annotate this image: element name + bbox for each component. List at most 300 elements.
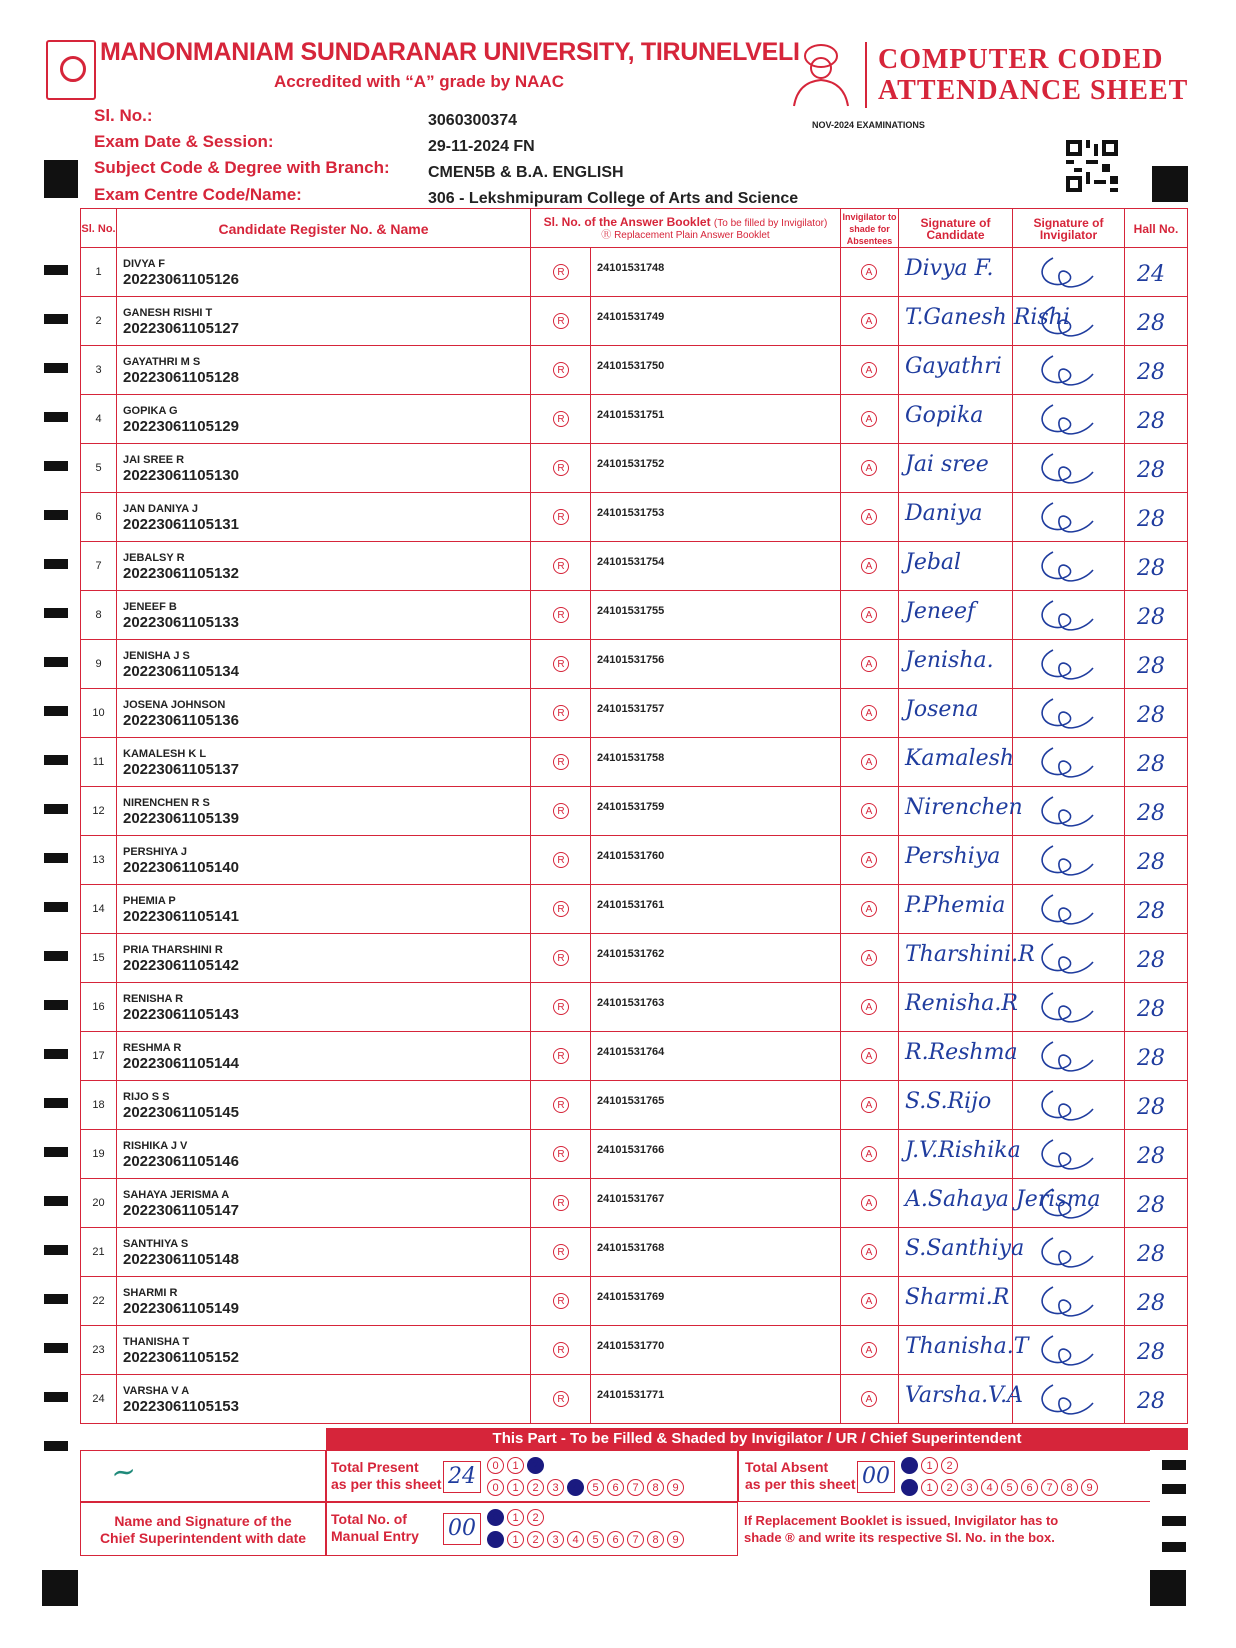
invigilator-signature-cell [1013,836,1125,884]
manual-value-box[interactable]: 00 [443,1513,481,1545]
candidate-signature: Jai sree [905,452,989,477]
timing-mark [44,1441,68,1451]
digit-bubble[interactable]: 7 [1041,1479,1058,1496]
col-sl: Sl. No. [81,209,117,249]
replacement-bubble[interactable]: R [553,1097,569,1113]
digit-bubble[interactable]: 0 [487,1531,504,1548]
replacement-bubble[interactable]: R [553,950,569,966]
absentee-bubble[interactable]: A [861,1146,877,1162]
hall-cell [1125,1032,1187,1080]
replacement-cell [531,1277,591,1325]
register-no: 20223061105134 [123,663,239,680]
timing-mark [44,1343,68,1353]
absentee-bubble[interactable]: A [861,803,877,819]
replacement-cell [531,836,591,884]
candidate-signature: S.Santhiya [905,1236,1025,1261]
digit-bubble[interactable]: 6 [607,1531,624,1548]
absentee-bubble[interactable]: A [861,1097,877,1113]
table-row [80,444,1188,493]
candidate-name: RESHMA R [123,1042,182,1054]
invigilator-signature-cell [1013,689,1125,737]
absentee-bubble[interactable]: A [861,313,877,329]
absentee-bubble[interactable]: A [861,460,877,476]
invigilator-signature [1013,1130,1125,1178]
invigilator-signature [1013,297,1125,345]
absentee-cell [841,1032,899,1080]
absentee-cell [841,983,899,1031]
hall-no: 28 [1137,1291,1165,1316]
hall-no: 28 [1137,654,1165,679]
booklet-cell [591,1179,841,1227]
booklet-no: 24101531771 [597,1389,665,1401]
candidate-cell [117,346,531,394]
row-sl: 5 [81,444,117,492]
row-sl: 24 [81,1375,117,1423]
replacement-cell [531,983,591,1031]
digit-bubble[interactable]: 0 [901,1479,918,1496]
digit-bubble[interactable]: 7 [627,1531,644,1548]
booklet-cell [591,983,841,1031]
table-row [80,934,1188,983]
absentee-cell [841,248,899,296]
booklet-cell [591,1032,841,1080]
invigilator-signature [1013,1277,1125,1325]
exam-date-value: 29-11-2024 FN [428,138,535,155]
booklet-cell [591,346,841,394]
replacement-bubble[interactable]: R [553,901,569,917]
candidate-name: VARSHA V A [123,1385,190,1397]
table-row [80,836,1188,885]
booklet-cell [591,1277,841,1325]
candidate-name: RIJO S S [123,1091,170,1103]
replacement-cell [531,640,591,688]
timing-mark [44,1000,68,1010]
corner-mark [44,160,78,198]
corner-mark [1150,1570,1186,1606]
absentee-bubble[interactable]: A [861,754,877,770]
digit-bubble[interactable]: 0 [901,1457,918,1474]
absentee-bubble[interactable]: A [861,852,877,868]
timing-mark [44,461,68,471]
replacement-cell [531,591,591,639]
present-units-bubbles[interactable] [487,1479,684,1496]
absentee-bubble[interactable]: A [861,901,877,917]
candidate-signature-cell [899,1277,1013,1325]
candidate-name: GAYATHRI M S [123,356,201,368]
absentee-cell [841,738,899,786]
absentee-bubble[interactable]: A [861,950,877,966]
absentee-bubble[interactable]: A [861,607,877,623]
booklet-no: 24101531761 [597,899,665,911]
candidate-name: SANTHIYA S [123,1238,189,1250]
candidate-cell [117,934,531,982]
invigilator-signature [1013,395,1125,443]
replacement-bubble[interactable]: R [553,313,569,329]
replacement-bubble[interactable]: R [553,656,569,672]
booklet-cell [591,934,841,982]
replacement-bubble[interactable]: R [553,411,569,427]
candidate-signature: Josena [905,697,979,722]
digit-bubble[interactable]: 6 [1021,1479,1038,1496]
absent-units-bubbles[interactable] [901,1479,1098,1496]
digit-bubble[interactable]: 3 [547,1479,564,1496]
replacement-bubble[interactable]: R [553,1146,569,1162]
absentee-cell [841,1228,899,1276]
timing-mark [44,412,68,422]
candidate-cell [117,885,531,933]
invigilator-signature-cell [1013,1375,1125,1423]
candidate-signature: Pershiya [905,844,1001,869]
absentee-cell [841,1326,899,1374]
absentee-cell [841,346,899,394]
candidate-name: JENISHA J S [123,650,190,662]
replacement-bubble[interactable]: R [553,705,569,721]
digit-bubble[interactable]: 9 [667,1531,684,1548]
replacement-bubble[interactable]: R [553,1293,569,1309]
timing-mark [44,1392,68,1402]
booklet-no: 24101531751 [597,409,665,421]
replacement-bubble[interactable]: R [553,999,569,1015]
invigilator-signature [1013,1179,1125,1227]
hall-no: 28 [1137,703,1165,728]
replacement-bubble[interactable]: R [553,460,569,476]
replacement-bubble[interactable]: R [553,754,569,770]
hall-no: 28 [1137,1193,1165,1218]
digit-bubble[interactable]: 1 [507,1479,524,1496]
candidate-cell [117,1081,531,1129]
digit-bubble[interactable]: 1 [921,1457,938,1474]
digit-bubble[interactable]: 5 [587,1531,604,1548]
digit-bubble[interactable]: 9 [667,1479,684,1496]
total-present-box [326,1450,738,1502]
hall-cell [1125,248,1187,296]
absentee-bubble[interactable]: A [861,999,877,1015]
replacement-bubble[interactable]: R [553,509,569,525]
candidate-name: PHEMIA P [123,895,176,907]
replacement-cell [531,1130,591,1178]
absentee-bubble[interactable]: A [861,1048,877,1064]
booklet-cell [591,1326,841,1374]
register-no: 20223061105152 [123,1349,239,1366]
absentee-bubble[interactable]: A [861,509,877,525]
digit-bubble[interactable]: 2 [527,1479,544,1496]
table-row [80,787,1188,836]
row-sl: 12 [81,787,117,835]
absentee-cell [841,395,899,443]
col-booklet: Sl. No. of the Answer Booklet (To be filled by Invigilator) Ⓡ Replacement Plain Answer Booklet [531,209,841,249]
timing-mark [44,1147,68,1157]
row-sl: 13 [81,836,117,884]
hall-no: 28 [1137,1242,1165,1267]
replacement-bubble[interactable]: R [553,1244,569,1260]
absentee-cell [841,493,899,541]
digit-bubble[interactable]: 1 [507,1457,524,1474]
replacement-cell [531,1032,591,1080]
digit-bubble[interactable]: 1 [507,1531,524,1548]
candidate-cell [117,689,531,737]
digit-bubble[interactable]: 6 [607,1479,624,1496]
invigilator-signature [1013,689,1125,737]
col-sig-invigilator: Signature of Invigilator [1013,209,1125,249]
replacement-cell [531,493,591,541]
register-no: 20223061105143 [123,1006,239,1023]
digit-bubble[interactable]: 2 [527,1531,544,1548]
invigilator-signature [1013,640,1125,688]
candidate-signature: Gayathri [905,354,1002,379]
replacement-cell [531,395,591,443]
register-no: 20223061105149 [123,1300,239,1317]
candidate-cell [117,542,531,590]
absent-tens-bubbles[interactable] [901,1457,958,1474]
digit-bubble[interactable]: 2 [941,1457,958,1474]
invigilator-signature [1013,1081,1125,1129]
candidate-name: THANISHA T [123,1336,190,1348]
sl-no-label: Sl. No.: [94,106,153,125]
invigilator-signature-cell [1013,640,1125,688]
candidate-signature: Jeneef [905,599,976,624]
digit-bubble[interactable]: 2 [527,1509,544,1526]
digit-bubble[interactable]: 5 [1001,1479,1018,1496]
timing-mark [44,510,68,520]
replacement-bubble[interactable]: R [553,362,569,378]
qr-code-icon [1066,140,1118,192]
hall-cell [1125,787,1187,835]
candidate-signature: J.V.Rishika [905,1138,1021,1163]
timing-mark [44,804,68,814]
timing-mark [44,853,68,863]
register-no: 20223061105131 [123,516,239,533]
timing-mark [44,902,68,912]
digit-bubble[interactable]: 7 [627,1479,644,1496]
digit-bubble[interactable]: 8 [647,1479,664,1496]
register-no: 20223061105141 [123,908,239,925]
timing-mark [44,559,68,569]
candidate-signature-cell [899,836,1013,884]
replacement-bubble[interactable]: R [553,1195,569,1211]
register-no: 20223061105137 [123,761,239,778]
absentee-bubble[interactable]: A [861,1244,877,1260]
register-no: 20223061105132 [123,565,239,582]
candidate-cell [117,1228,531,1276]
replacement-cell [531,542,591,590]
row-sl: 8 [81,591,117,639]
digit-bubble[interactable]: 5 [587,1479,604,1496]
absentee-bubble[interactable]: A [861,1195,877,1211]
digit-bubble[interactable]: 1 [507,1509,524,1526]
digit-bubble[interactable]: 3 [547,1531,564,1548]
digit-bubble[interactable]: 0 [487,1457,504,1474]
candidate-cell [117,444,531,492]
manual-entry-box [326,1502,738,1556]
row-sl: 17 [81,1032,117,1080]
digit-bubble[interactable]: 2 [527,1457,544,1474]
digit-bubble[interactable]: 4 [981,1479,998,1496]
digit-bubble[interactable]: 4 [567,1479,584,1496]
invigilator-signature [1013,248,1125,296]
digit-bubble[interactable]: 8 [647,1531,664,1548]
digit-bubble[interactable]: 2 [941,1479,958,1496]
hall-cell [1125,1375,1187,1423]
header-divider [865,42,867,108]
invigilator-signature [1013,983,1125,1031]
hall-no: 28 [1137,752,1165,777]
invigilator-signature-cell [1013,1179,1125,1227]
candidate-cell [117,836,531,884]
booklet-no: 24101531749 [597,311,665,323]
register-no: 20223061105145 [123,1104,239,1121]
digit-bubble[interactable]: 8 [1061,1479,1078,1496]
candidate-signature-cell [899,1081,1013,1129]
timing-mark [1162,1460,1186,1470]
col-candidate: Candidate Register No. & Name [117,209,531,249]
booklet-no: 24101531748 [597,262,665,274]
university-logo [46,40,96,100]
replacement-bubble[interactable]: R [553,852,569,868]
corner-mark [1152,166,1188,202]
footer-bar: This Part - To be Filled & Shaded by Invigilator / UR / Chief Superintendent [326,1428,1188,1450]
hall-cell [1125,983,1187,1031]
digit-bubble[interactable]: 4 [567,1531,584,1548]
hall-cell [1125,493,1187,541]
manual-tens-bubbles[interactable] [487,1509,544,1526]
invigilator-signature-cell [1013,248,1125,296]
booklet-no: 24101531763 [597,997,665,1009]
replacement-bubble[interactable]: R [553,1342,569,1358]
hall-cell [1125,640,1187,688]
portrait-image [790,42,852,106]
row-sl: 1 [81,248,117,296]
candidate-signature-cell [899,493,1013,541]
table-row [80,738,1188,787]
replacement-note: If Replacement Booklet is issued, Invigilator has to shade ® and write its respective Sl. No. in the box. [744,1513,1059,1545]
invigilator-signature-cell [1013,934,1125,982]
digit-bubble[interactable]: 3 [961,1479,978,1496]
sheet-title: COMPUTER CODED ATTENDANCE SHEET [878,44,1189,106]
booklet-no: 24101531758 [597,752,665,764]
invigilator-signature-cell [1013,787,1125,835]
booklet-no: 24101531757 [597,703,665,715]
replacement-bubble[interactable]: R [553,1048,569,1064]
digit-bubble[interactable]: 0 [487,1509,504,1526]
timing-mark [1162,1516,1186,1526]
replacement-cell [531,689,591,737]
candidate-signature: P.Phemia [905,893,1006,918]
accreditation: Accredited with “A” grade by NAAC [274,72,564,91]
timing-mark [44,608,68,618]
manual-units-bubbles[interactable] [487,1531,684,1548]
replacement-bubble[interactable]: R [553,558,569,574]
hall-no: 28 [1137,1340,1165,1365]
replacement-bubble[interactable]: R [553,803,569,819]
present-value-box[interactable]: 24 [443,1461,481,1493]
invigilator-signature [1013,542,1125,590]
candidate-signature: Divya F. [905,256,994,281]
hall-cell [1125,836,1187,884]
candidate-signature-cell [899,542,1013,590]
candidate-name: RISHIKA J V [123,1140,188,1152]
candidate-name: JAI SREE R [123,454,185,466]
absentee-cell [841,444,899,492]
hall-no: 28 [1137,948,1165,973]
absentee-bubble[interactable]: A [861,558,877,574]
candidate-cell [117,493,531,541]
invigilator-signature-cell [1013,395,1125,443]
candidate-cell [117,1179,531,1227]
candidate-signature-cell [899,1326,1029,1374]
candidate-name: PRIA THARSHINI R [123,944,223,956]
candidate-signature-cell [899,689,1013,737]
absentee-bubble[interactable]: A [861,411,877,427]
present-tens-bubbles[interactable] [487,1457,544,1474]
booklet-no: 24101531755 [597,605,665,617]
table-row [80,346,1188,395]
table-row [80,1081,1188,1130]
chief-label: Name and Signature of the Chief Superintendent with date [99,1513,307,1546]
absentee-bubble[interactable]: A [861,264,877,280]
register-no: 20223061105136 [123,712,239,729]
register-no: 20223061105144 [123,1055,239,1072]
row-sl: 6 [81,493,117,541]
hall-no: 28 [1137,409,1165,434]
digit-bubble[interactable]: 9 [1081,1479,1098,1496]
candidate-signature: Jebal [905,550,962,575]
timing-mark [44,951,68,961]
absentee-bubble[interactable]: A [861,1391,877,1407]
timing-mark [1162,1484,1186,1494]
hall-no: 28 [1137,850,1165,875]
candidate-signature: Daniya [905,501,983,526]
invigilator-signature [1013,885,1125,933]
candidate-cell [117,640,531,688]
digit-bubble[interactable]: 1 [921,1479,938,1496]
invigilator-signature-cell [1013,297,1125,345]
timing-mark [44,363,68,373]
invigilator-signature-cell [1013,444,1125,492]
timing-mark [44,1049,68,1059]
booklet-cell [591,689,841,737]
booklet-no: 24101531753 [597,507,665,519]
row-sl: 19 [81,1130,117,1178]
digit-bubble[interactable]: 0 [487,1479,504,1496]
absentee-bubble[interactable]: A [861,656,877,672]
booklet-cell [591,591,841,639]
candidate-cell [117,1130,531,1178]
table-row [80,542,1188,591]
candidate-signature: S.S.Rijo [905,1089,992,1114]
booklet-cell [591,297,841,345]
timing-mark [44,1245,68,1255]
absentee-bubble[interactable]: A [861,705,877,721]
invigilator-signature [1013,934,1125,982]
table-row [80,297,1188,346]
booklet-cell [591,248,841,296]
absentee-bubble[interactable]: A [861,1342,877,1358]
absentee-bubble[interactable]: A [861,362,877,378]
absent-value-box[interactable]: 00 [857,1461,895,1493]
hall-cell [1125,1130,1187,1178]
timing-mark [44,314,68,324]
university-name: MANONMANIAM SUNDARANAR UNIVERSITY, TIRUNELVELI [100,38,800,66]
centre-label: Exam Centre Code/Name: [94,185,302,204]
candidate-signature-cell [899,297,1070,345]
replacement-bubble[interactable]: R [553,264,569,280]
hall-no: 24 [1137,262,1165,287]
replacement-bubble[interactable]: R [553,1391,569,1407]
replacement-bubble[interactable]: R [553,607,569,623]
absentee-bubble[interactable]: A [861,1293,877,1309]
invigilator-signature [1013,1032,1125,1080]
col-hall: Hall No. [1133,222,1179,236]
